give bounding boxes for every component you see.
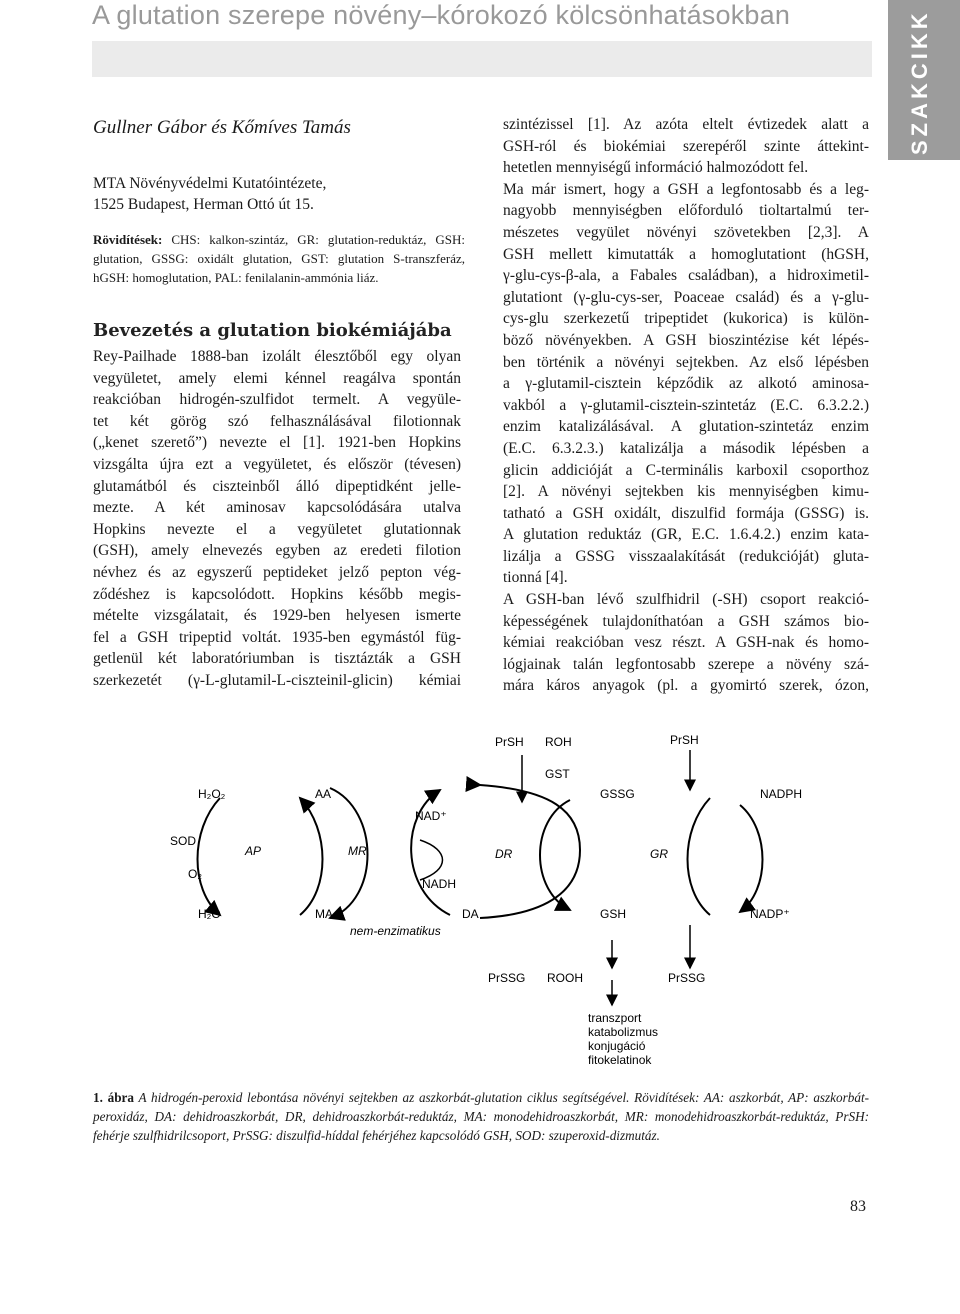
text-line: [2]. A növényi sejtekben kis mennyiségben kimu- xyxy=(503,483,869,501)
label-fate-2: katabolizmus xyxy=(588,1025,659,1039)
text-line: mezte. A két aminosav kapcsolódására utalva xyxy=(93,499,461,517)
label-ma: MA xyxy=(315,907,333,921)
dr-right-arc xyxy=(540,800,570,910)
text-line: szerkezetét (γ-L-glutamil-L-ciszteinil-glicin) kémiai xyxy=(93,671,461,689)
gr-cycle-arc xyxy=(688,798,711,915)
label-aa: AA xyxy=(315,787,332,801)
ap-cycle-arc-right xyxy=(300,798,323,915)
page-number: 83 xyxy=(850,1198,866,1215)
figure-ascorbate-glutathione-cycle xyxy=(150,730,850,1070)
text-line: vakból a γ-glutamil-cisztein-szintetáz (E.C. 6.3.2.2.) xyxy=(503,396,869,414)
text-line: reakcióban hidrogén-szulfidot termelt. A vegyüle- xyxy=(93,391,461,409)
label-gst: GST xyxy=(545,767,570,781)
text-line: mára káros anyagok (pl. a gyomirtó szerek, ózon, xyxy=(503,677,869,695)
text-line: vizsgálta újra ezt a vegyületet, és először (tévesen) xyxy=(93,455,461,473)
text-line: Ma már ismert, hogy a GSH a legfontosabb és a leg- xyxy=(503,180,869,198)
text-line: lógjainak talán legfontosabb szerepe a növény szá- xyxy=(503,655,869,673)
figure-caption xyxy=(93,1088,869,1145)
label-dr: DR xyxy=(495,847,513,861)
text-line: getlenül két laboratóriumban is tisztázták a GSH xyxy=(93,650,461,668)
label-nadph: NADPH xyxy=(760,787,803,801)
label-mr: MR xyxy=(348,844,367,858)
text-line: fel a GSH tripeptid voltát. 1935-ben egymástól füg- xyxy=(93,628,461,646)
section-heading: Bevezetés a glutation biokémiájába xyxy=(93,320,452,341)
label-ap: AP xyxy=(245,844,262,858)
text-line: A GSH-ban lévő szulfhidril (-SH) csoport reakció- xyxy=(503,591,869,609)
abbreviations-label: Rövidítések: xyxy=(93,232,163,247)
text-line: kémiai reakcióban vesz részt. A GSH-nak és homo- xyxy=(503,634,869,652)
text-line: (E.C. 6.3.2.3.) katalizálja a második lépésben a xyxy=(503,439,869,457)
label-nadh: NADH xyxy=(422,877,457,891)
text-line: mételte vizsgálatait, és 1929-ben helyesen ismerte xyxy=(93,607,461,625)
text-line: hetetlen mennyiségű információ halmozódott fel. xyxy=(503,159,809,177)
text-line: A glutation reduktáz (GR, E.C. 1.6.4.2.) enzim kata- xyxy=(503,526,869,544)
text-line: tionná [4]. xyxy=(503,569,568,587)
text-line: névhez és az egyszerű peptideket jelző pepton vég- xyxy=(93,563,461,581)
label-gssg: GSSG xyxy=(600,787,635,801)
left-column xyxy=(93,346,461,692)
text-line: lizálja a GSSG visszaalakítását (redukcióját) gluta- xyxy=(503,547,869,565)
label-da: DA xyxy=(462,907,479,921)
text-line: („kenet szerető”) nevezte el [1]. 1921-ben Hopkins xyxy=(93,434,461,452)
affiliation-line-1: MTA Növényvédelmi Kutatóintézete, xyxy=(93,175,327,192)
label-nem-enzimatikus: nem-enzimatikus xyxy=(350,924,441,938)
authors: Gullner Gábor és Kőmíves Tamás xyxy=(93,117,351,138)
text-line: képességének tulajdoníthatóan a GSH számos bio- xyxy=(503,612,869,630)
text-line: a γ-glutamil-cisztein képződik az alkotó aminosa- xyxy=(503,375,869,393)
figure-caption-text: A hidrogén-peroxid lebontása növényi sejtekben az aszkorbát-glutation ciklus segítségével. Rövidítések: AA: aszkorbát, AP: aszkorbát-peroxidáz, DA: dehidroaszkorbát, DR, dehidroaszkorbát-reduktáz, MA: monodehidroaszkorbát, MR: monodehidroaszkorbát-reduktáz, PrSH: fehérje szulfhidrilcsoport, PrSSG: diszulfid-híddal fehérjéhez kapcsolódó GSH, SOD: szuperoxid-dizmutáz. xyxy=(93,1090,869,1143)
abbreviations xyxy=(93,230,465,287)
text-line: glutamátból és ciszteinből álló dipeptidként jelle- xyxy=(93,477,461,495)
label-sod: SOD xyxy=(170,834,197,848)
text-line: (GSH), amely elnevezés egyben az eredeti filotion xyxy=(93,542,461,560)
label-prsh-1: PrSH xyxy=(495,735,524,749)
text-line: GSH mellett kimutatták a homoglutationt (hGSH, xyxy=(503,245,869,263)
nad-arc xyxy=(420,840,443,880)
affiliation-line-2: 1525 Budapest, Herman Ottó út 15. xyxy=(93,196,314,213)
text-line: Rey-Pailhade 1888-ban izolált élesztőből egy olyan xyxy=(93,348,461,365)
label-rooh: ROOH xyxy=(547,971,583,985)
text-line: mészetes vegyület növényi szövetekben [2,3]. A xyxy=(503,223,869,241)
text-line: glicin addicióját a C-terminális karboxil csoporthoz xyxy=(503,461,869,479)
text-line: GSH-ról és biokémiai szerepéről szinte áttekint- xyxy=(503,137,869,155)
right-column xyxy=(503,114,869,697)
text-line: vegyületet, amely elemi kénnel reagálva spontán xyxy=(93,369,461,387)
text-line: cys-glu szerkezetű tripeptidet (kukorica) is külön- xyxy=(503,310,869,328)
affiliation xyxy=(93,173,326,215)
label-o2: O₂ xyxy=(188,867,202,881)
text-line: enzim katalizálásával. A glutation-szintetáz enzim xyxy=(503,418,869,436)
figure-number: 1. ábra xyxy=(93,1090,134,1105)
text-line: szintézissel [1]. Az azóta eltelt évtizedek alatt a xyxy=(503,116,869,133)
label-nadp-plus: NADP⁺ xyxy=(750,907,790,921)
label-gr: GR xyxy=(650,847,668,861)
label-roh: ROH xyxy=(545,735,572,749)
text-line: böző növényekben. A GSH bioszintézise két lépés- xyxy=(503,331,869,349)
label-fate-3: konjugáció xyxy=(588,1039,646,1053)
ap-cycle-arc xyxy=(198,798,221,915)
text-line: Hopkins nevezte el a vegyületet glutationnak xyxy=(93,520,461,538)
label-h2o: H₂O xyxy=(198,907,221,921)
text-line: ben történik a növényi sejtekben. Az első lépésben xyxy=(503,353,869,371)
text-line: nagyobb mennyiségben előforduló tioltartalmú ter- xyxy=(503,202,869,220)
header-band xyxy=(92,41,872,77)
abbreviations-text: CHS: kalkon-szintáz, GR: glutation-reduktáz, GSH: glutation, GSSG: oxidált glutation, GST: glutation S-transzferáz, hGSH: homoglutation, PAL: fenilalanin-ammónia liáz. xyxy=(93,232,466,285)
text-line: tet két görög szó felhasználásával filotionnak xyxy=(93,412,461,430)
label-prssg-2: PrSSG xyxy=(668,971,706,985)
text-line: tatható a GSH oxidált, diszulfid formája (GSSG) is. xyxy=(503,504,869,522)
label-h2o2: H₂O₂ xyxy=(198,787,226,801)
label-prsh-2: PrSH xyxy=(670,733,699,747)
text-line: glutationt (γ-glu-cys-ser, Poaceae család) és a γ-glu- xyxy=(503,288,869,306)
article-title: A glutation szerepe növény–kórokozó kölcsönhatásokban xyxy=(92,0,791,30)
text-line: ződéshez is kapcsolódott. Hopkins később megis- xyxy=(93,585,461,603)
text-line: γ-glu-cys-β-ala, a Fabales családban), a hidroximetil- xyxy=(503,267,869,285)
label-fate-4: fitokelatinok xyxy=(588,1053,652,1067)
label-nad-plus: NAD⁺ xyxy=(415,809,447,823)
gr-right-arc xyxy=(740,805,763,912)
section-tab-label: SZAKCIKK xyxy=(907,9,932,155)
label-prssg-1: PrSSG xyxy=(488,971,526,985)
label-fate-1: transzport xyxy=(588,1011,642,1025)
label-gsh: GSH xyxy=(600,907,627,921)
